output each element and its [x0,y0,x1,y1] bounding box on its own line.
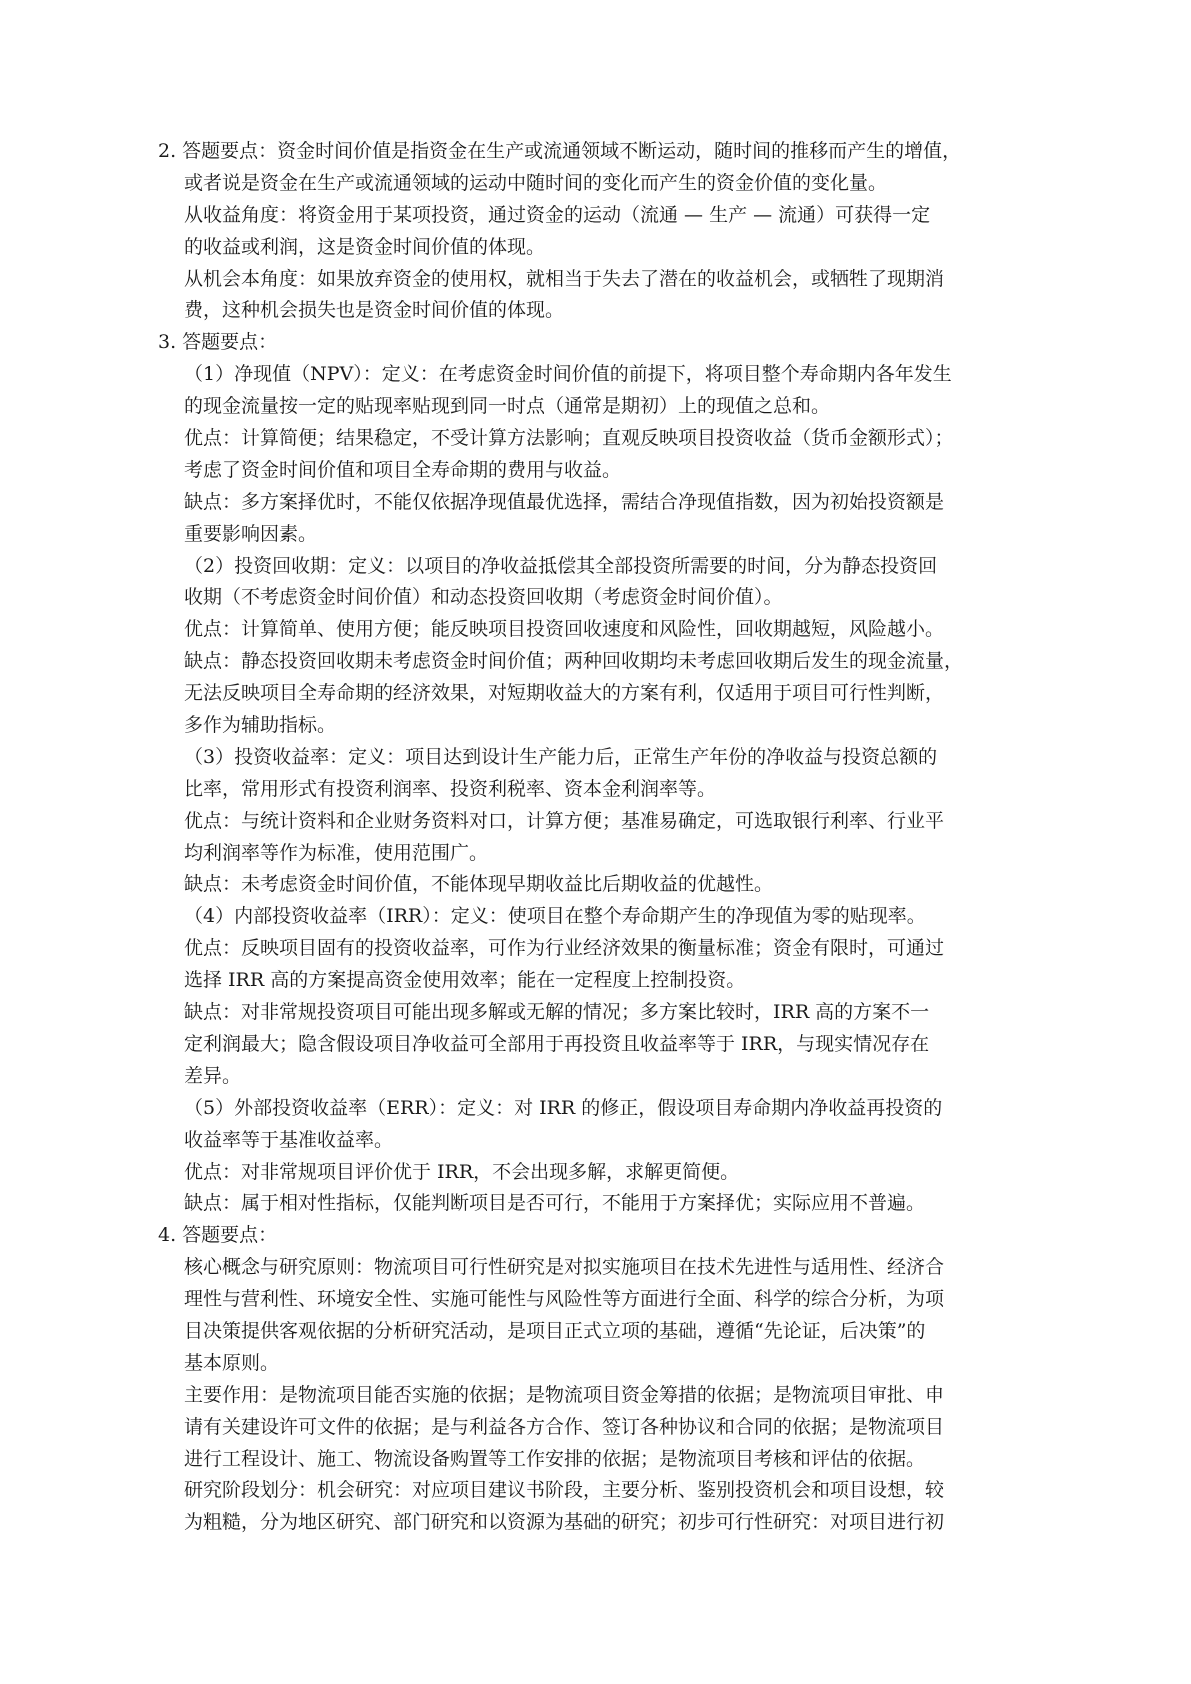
paragraph-line: （5）外部投资收益率（ERR）：定义：对 IRR 的修正，假设项目寿命期内净收益再投资的 [184,1096,943,1119]
paragraph-line: 的现金流量按一定的贴现率贴现到同一时点（通常是期初）上的现值之总和。 [184,395,831,418]
paragraph-line: 收期（不考虑资金时间价值）和动态投资回收期（考虑资金时间价值）。 [184,586,783,609]
paragraph-line: 缺点：静态投资回收期未考虑资金时间价值；两种回收期均未考虑回收期后发生的现金流量， [184,650,964,673]
answer-3-heading: 3. 答题要点： [158,331,278,354]
paragraph-line: 重要影响因素。 [184,522,318,545]
paragraph-line: 均利润率等作为标准，使用范围广。 [184,841,489,864]
answer-2-heading: 2. 答题要点：资金时间价值是指资金在生产或流通领域不断运动，随时间的推移而产生的增值， [158,140,962,162]
paragraph-line: 差异。 [184,1064,242,1087]
document-body [158,136,1048,1539]
paragraph-line: 优点：反映项目固有的投资收益率，可作为行业经济效果的衡量标准；资金有限时，可通过 [184,937,945,960]
paragraph-line: 缺点：未考虑资金时间价值，不能体现早期收益比后期收益的优越性。 [184,873,774,896]
paragraph-line: 理性与营利性、环境安全性、实施可能性与风险性等方面进行全面、科学的综合分析，为项 [184,1288,945,1311]
paragraph-line: 目决策提供客观依据的分析研究活动，是项目正式立项的基础，遵循“先论证，后决策”的 [184,1319,926,1342]
paragraph-line: 缺点：对非常规投资项目可能出现多解或无解的情况；多方案比较时，IRR 高的方案不一 [184,1001,930,1024]
paragraph-line: 请有关建设许可文件的依据；是与利益各方合作、签订各种协议和合同的依据；是物流项目 [184,1415,945,1438]
paragraph-line: 研究阶段划分：机会研究：对应项目建议书阶段，主要分析、鉴别投资机会和项目设想，较 [184,1479,945,1502]
paragraph-line: 缺点：多方案择优时，不能仅依据净现值最优选择，需结合净现值指数，因为初始投资额是 [184,490,945,513]
paragraph-line: 多作为辅助指标。 [184,714,337,737]
paragraph-line: 的收益或利润，这是资金时间价值的体现。 [184,235,546,258]
paragraph-line: （3）投资收益率：定义：项目达到设计生产能力后，正常生产年份的净收益与投资总额的 [184,745,938,768]
paragraph-line: 费，这种机会损失也是资金时间价值的体现。 [184,299,565,322]
paragraph-line: 考虑了资金时间价值和项目全寿命期的费用与收益。 [184,458,622,481]
paragraph-line: 或者说是资金在生产或流通领域的运动中随时间的变化而产生的资金价值的变化量。 [184,171,888,194]
paragraph-line: （4）内部投资收益率（IRR）：定义：使项目在整个寿命期产生的净现值为零的贴现率。 [184,905,926,928]
paragraph-line: 主要作用：是物流项目能否实施的依据；是物流项目资金筹措的依据；是物流项目审批、申 [184,1383,945,1406]
paragraph-line: 从收益角度：将资金用于某项投资，通过资金的运动（流通 — 生产 — 流通）可获得一定 [184,203,931,226]
paragraph-line: 优点：对非常规项目评价优于 IRR，不会出现多解，求解更简便。 [184,1160,740,1183]
paragraph-line: 核心概念与研究原则：物流项目可行性研究是对拟实施项目在技术先进性与适用性、经济合 [184,1256,945,1279]
paragraph-line: 为粗糙，分为地区研究、部门研究和以资源为基础的研究；初步可行性研究：对项目进行初 [184,1511,945,1534]
paragraph-line: 进行工程设计、施工、物流设备购置等工作安排的依据；是物流项目考核和评估的依据。 [184,1447,926,1470]
paragraph-line: 缺点：属于相对性指标，仅能判断项目是否可行，不能用于方案择优；实际应用不普遍。 [184,1192,926,1215]
paragraph-line: 选择 IRR 高的方案提高资金使用效率；能在一定程度上控制投资。 [184,969,746,992]
paragraph-line: 收益率等于基准收益率。 [184,1128,394,1151]
paragraph-line: 无法反映项目全寿命期的经济效果，对短期收益大的方案有利，仅适用于项目可行性判断， [184,682,945,705]
paragraph-line: 比率，常用形式有投资利润率、投资利税率、资本金利润率等。 [184,777,717,800]
paragraph-line: 优点：计算简单、使用方便；能反映项目投资回收速度和风险性，回收期越短，风险越小。 [184,618,945,641]
paragraph-line: 优点：与统计资料和企业财务资料对口，计算方便；基准易确定，可选取银行利率、行业平 [184,809,945,832]
paragraph-line: 基本原则。 [184,1351,280,1374]
paragraph-line: 从机会本角度：如果放弃资金的使用权，就相当于失去了潜在的收益机会，或牺牲了现期消 [184,267,945,290]
paragraph-line: （1）净现值（NPV）：定义：在考虑资金时间价值的前提下，将项目整个寿命期内各年发生 [184,363,952,386]
answer-4-heading: 4. 答题要点： [158,1224,278,1247]
paragraph-line: 定利润最大；隐含假设项目净收益可全部用于再投资且收益率等于 IRR，与现实情况存在 [184,1032,930,1055]
paragraph-line: 优点：计算简便；结果稳定，不受计算方法影响；直观反映项目投资收益（货币金额形式）； [184,427,954,450]
paragraph-line: （2）投资回收期：定义：以项目的净收益抵偿其全部投资所需要的时间，分为静态投资回 [184,554,938,577]
